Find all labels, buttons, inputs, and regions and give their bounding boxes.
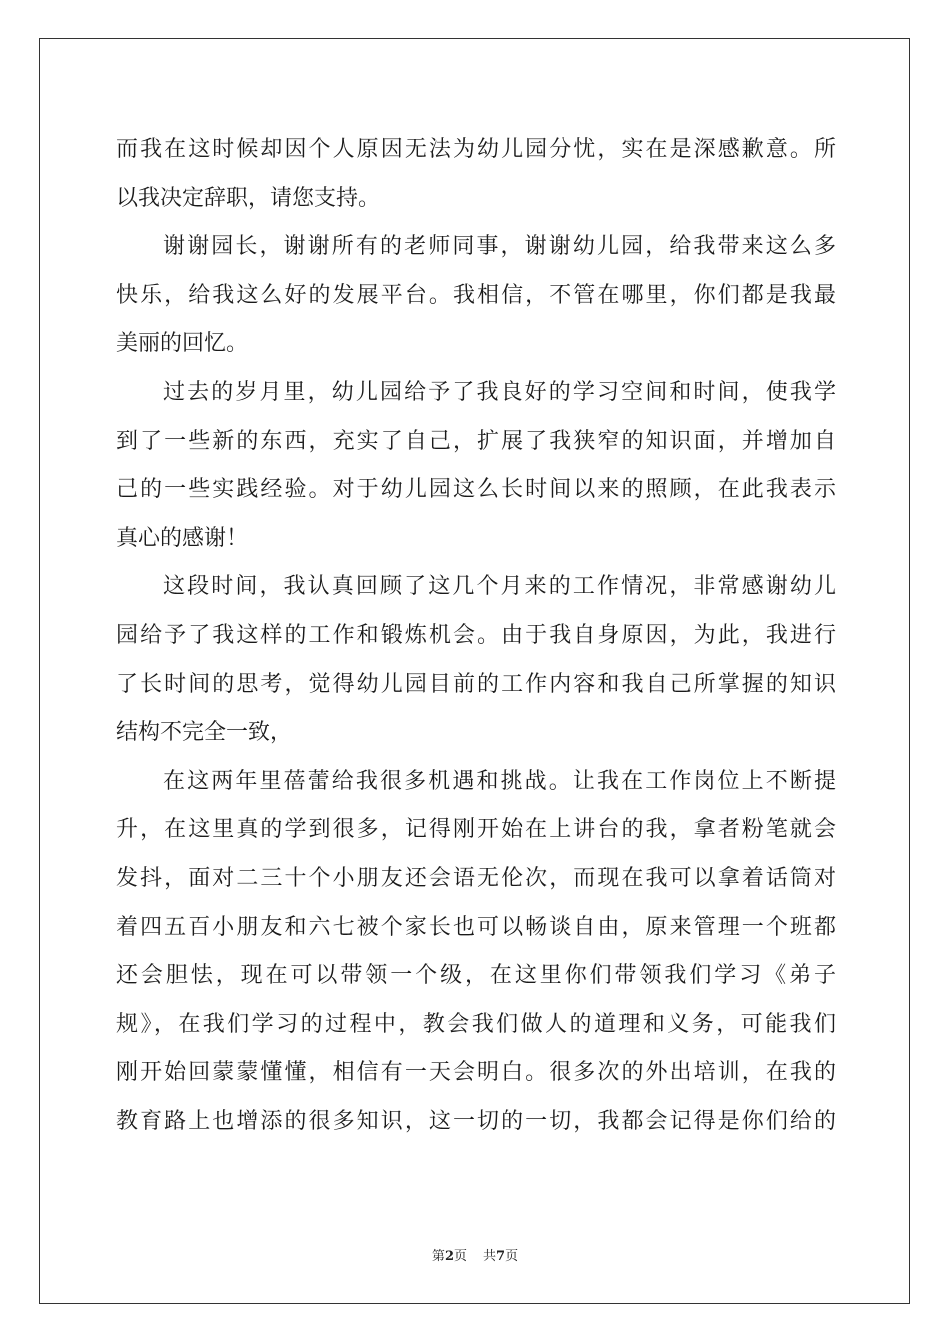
text-line: 发抖，面对二三十个小朋友还会语无伦次，而现在我可以拿着话筒对 xyxy=(116,865,836,891)
footer-total-suffix: 页 xyxy=(505,1249,519,1264)
footer-page-total: 7 xyxy=(496,1249,506,1264)
footer-page-suffix: 页 xyxy=(453,1249,467,1264)
text-line: 己的一些实践经验。对于幼儿园这么长时间以来的照顾，在此我表示 xyxy=(116,477,836,503)
text-line: 教育路上也增添的很多知识，这一切的一切，我都会记得是你们给的 xyxy=(116,1108,836,1134)
text-line: 刚开始回蒙蒙懂懂，相信有一天会明白。很多次的外出培训，在我的 xyxy=(116,1060,836,1086)
text-line: 到了一些新的东西，充实了自己，扩展了我狭窄的知识面，并增加自 xyxy=(116,428,836,454)
footer-page-prefix: 第 xyxy=(431,1249,445,1264)
footer-total-prefix: 共 xyxy=(483,1249,497,1264)
paragraph xyxy=(116,369,836,563)
text-line: 真心的感谢！ xyxy=(116,525,249,551)
text-line: 还会胆怯，现在可以带领一个级，在这里你们带领我们学习《弟子 xyxy=(116,963,836,989)
text-line: 过去的岁月里，幼儿园给予了我良好的学习空间和时间，使我学 xyxy=(163,379,836,405)
text-line: 升，在这里真的学到很多，记得刚开始在上讲台的我，拿者粉笔就会 xyxy=(116,817,836,843)
text-line: 以我决定辞职，请您支持。 xyxy=(116,185,381,211)
paragraph xyxy=(116,223,836,369)
text-line: 规》，在我们学习的过程中，教会我们做人的道理和义务，可能我们 xyxy=(116,1011,836,1037)
text-line: 了长时间的思考，觉得幼儿园目前的工作内容和我自己所掌握的知识 xyxy=(116,671,836,697)
text-line: 在这两年里蓓蕾给我很多机遇和挑战。让我在工作岗位上不断提 xyxy=(163,768,836,794)
text-line: 快乐，给我这么好的发展平台。我相信，不管在哪里，你们都是我最 xyxy=(116,282,836,308)
paragraph xyxy=(116,126,836,223)
text-line: 谢谢园长，谢谢所有的老师同事，谢谢幼儿园，给我带来这么多 xyxy=(163,234,836,260)
footer-page-current: 2 xyxy=(444,1249,454,1264)
paragraph xyxy=(116,563,836,757)
text-line: 美丽的回忆。 xyxy=(116,331,249,357)
document-body xyxy=(116,126,836,1146)
text-line: 着四五百小朋友和六七被个家长也可以畅谈自由，原来管理一个班都 xyxy=(116,914,836,940)
text-line: 结构不完全一致， xyxy=(116,720,293,746)
paragraph xyxy=(116,758,836,1147)
page-footer xyxy=(0,1245,950,1264)
text-line: 这段时间，我认真回顾了这几个月来的工作情况，非常感谢幼儿 xyxy=(163,574,836,600)
text-line: 园给予了我这样的工作和锻炼机会。由于我自身原因，为此，我进行 xyxy=(116,622,836,648)
text-line: 而我在这时候却因个人原因无法为幼儿园分忧，实在是深感歉意。所 xyxy=(116,137,836,162)
